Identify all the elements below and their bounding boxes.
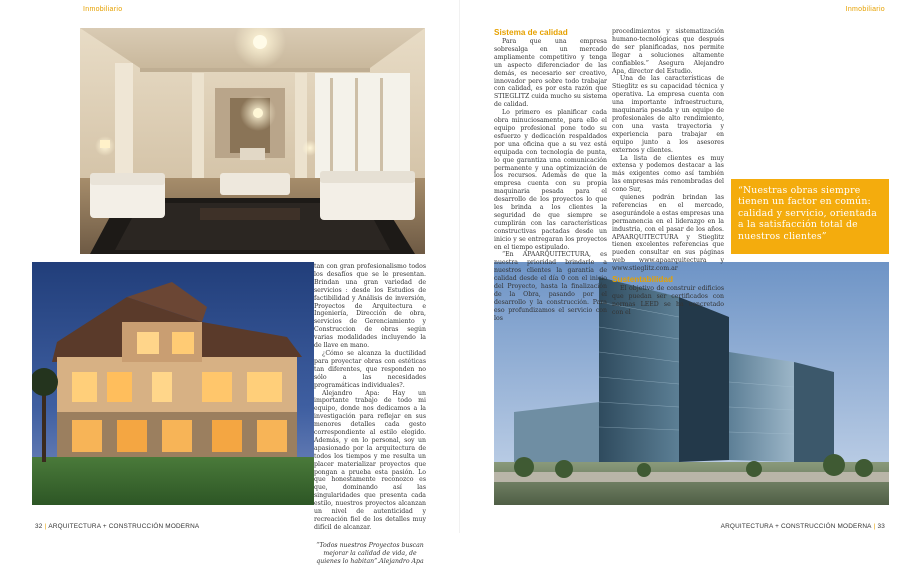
magazine-title: ARQUITECTURA + CONSTRUCCIÓN MODERNA [720, 523, 872, 530]
article-column-middle [494, 28, 607, 323]
paragraph: tan con gran profesionalismo todos los desafíos que se le presentan. Brindan una gran variedad de servicios : desde los Estudios de factibilidad y Análisis de inversión, Proyectos de Arquitectura e Ingeniería, Dirección de obra, servicios de Gerenciamiento y Construccion de obras según varias modalidades incluyendo la de llave en mano. [314, 263, 426, 350]
section-tag-right: Inmobiliario [845, 6, 885, 13]
page-number: 33 [877, 523, 885, 530]
heading-sustentabilidad: Sustentabilidad [612, 275, 673, 285]
paragraph: El objetivo de construir edificios que puedan ser certificados con normas LEED se ha concretado con el [612, 285, 724, 316]
footer-right [721, 523, 885, 530]
section-tag-left: Inmobiliario [83, 6, 123, 13]
paragraph: “En APAARQUITECTURA, es nuestra prioridad brindarle a nuestros clientes la garantía de calidad desde el día 0 con el inicio del Proyecto, hasta la finalización de la Obra, pasando por el desarrollo y la construcción. Para eso profundizamos el servicio con los [494, 251, 607, 322]
paragraph: procedimientos y sistematización humano-tecnológicas que después de ser planificadas, nos permite llegar a soluciones altamente confiables.” Asegura Alejandro Apa, director del Estudio. [612, 28, 724, 75]
living-room-photo [80, 28, 425, 254]
footer-separator: | [44, 523, 47, 530]
footer-left [35, 523, 199, 530]
heading-sistema-calidad: Sistema de calidad [494, 28, 568, 37]
article-column-right [612, 28, 724, 317]
paragraph: Lo primero es planificar cada obra minuciosamente, para ello el equipo profesional pone todo su esfuerzo y dedicación respaldados por una oficina que a su vez está equipada con tecnología de punta, lo que garantiza una comunicación permanente y una optimización de los recursos. Además de que la empresa cuenta con su propia maquinaria pesada para el desarrollo de los proyectos lo que les brinda a los clientes la seguridad de que siempre se cumplirán con las características constructivas pactadas desde un inicio y se entregaran los proyectos en el tiempo estipulado. [494, 109, 607, 251]
page-number: 32 [35, 523, 43, 530]
paragraph: Una de las características de Stieglitz es su capacidad técnica y operativa. La empresa cuenta con una importante infraestructura, maquinaria pesada y un equipo de profesionales de alto rendimiento, con una vasta trayectoria y experiencia para trabajar en equipo junto a los asesores externos y clientes. [612, 75, 724, 154]
paragraph: Alejandro Apa: Hay un importante trabajo de todo mi equipo, donde nos dedicamos a la investigación para reflejar en sus menores detalles cada gesto correspondiente al estilo elegido. Además, y en lo personal, soy un apasionado por la arquitectura de todos los tiempos y me resulta un placer materializar proyectos que pongan a prueba esta pasión. Lo que honestamente reconozco es que, dominando así las singularidades que presenta cada estilo, nuestros proyectos alcanzan un nivel de autenticidad y recreación fiel de los detalles muy difícil de alcanzar. [314, 389, 426, 531]
house-exterior-photo [32, 262, 314, 505]
paragraph: La lista de clientes es muy extensa y podemos destacar a las más exigentes como así también las empresas más renombradas del cono Sur, [612, 154, 724, 194]
footer-separator: | [873, 523, 876, 530]
pull-quote: “Nuestras obras siempre tienen un factor en común: calidad y servicio, orientada a la satisfacción total de nuestros clientes” [731, 179, 889, 254]
page-gutter [459, 0, 460, 533]
paragraph: Para que una empresa sobresalga en un mercado ampliamente competitivo y tenga un aspecto diferenciador de las demás, es necesario ser creativo, innovador pero sobre todo trabajar con calidad, es por esta razón que STIEGLITZ cuida mucho su sistema de calidad. [494, 38, 607, 109]
small-quote: “Todos nuestros Proyectos buscan mejorar la calidad de vida, de quienes lo habitan”.Alejandro Apa [316, 541, 424, 565]
paragraph: quienes podrán brindan las referencias en el mercado, asegurándole a estas empresas una permanencia en el liderazgo en la industria, con el pasar de los años. APAARQUITECTURA y Stieglitz tienen excelentes referencias que pueden consultar en sus páginas web www.apaarquitectura y www.stieglitz.com.ar [612, 194, 724, 273]
article-column-left [314, 263, 426, 566]
magazine-title: ARQUITECTURA + CONSTRUCCIÓN MODERNA [48, 523, 200, 530]
paragraph: ¿Cómo se alcanza la ductilidad para proyectar obras con estéticas tan diferentes, que responden no sólo a las necesidades programáticas individuales?. [314, 349, 426, 389]
